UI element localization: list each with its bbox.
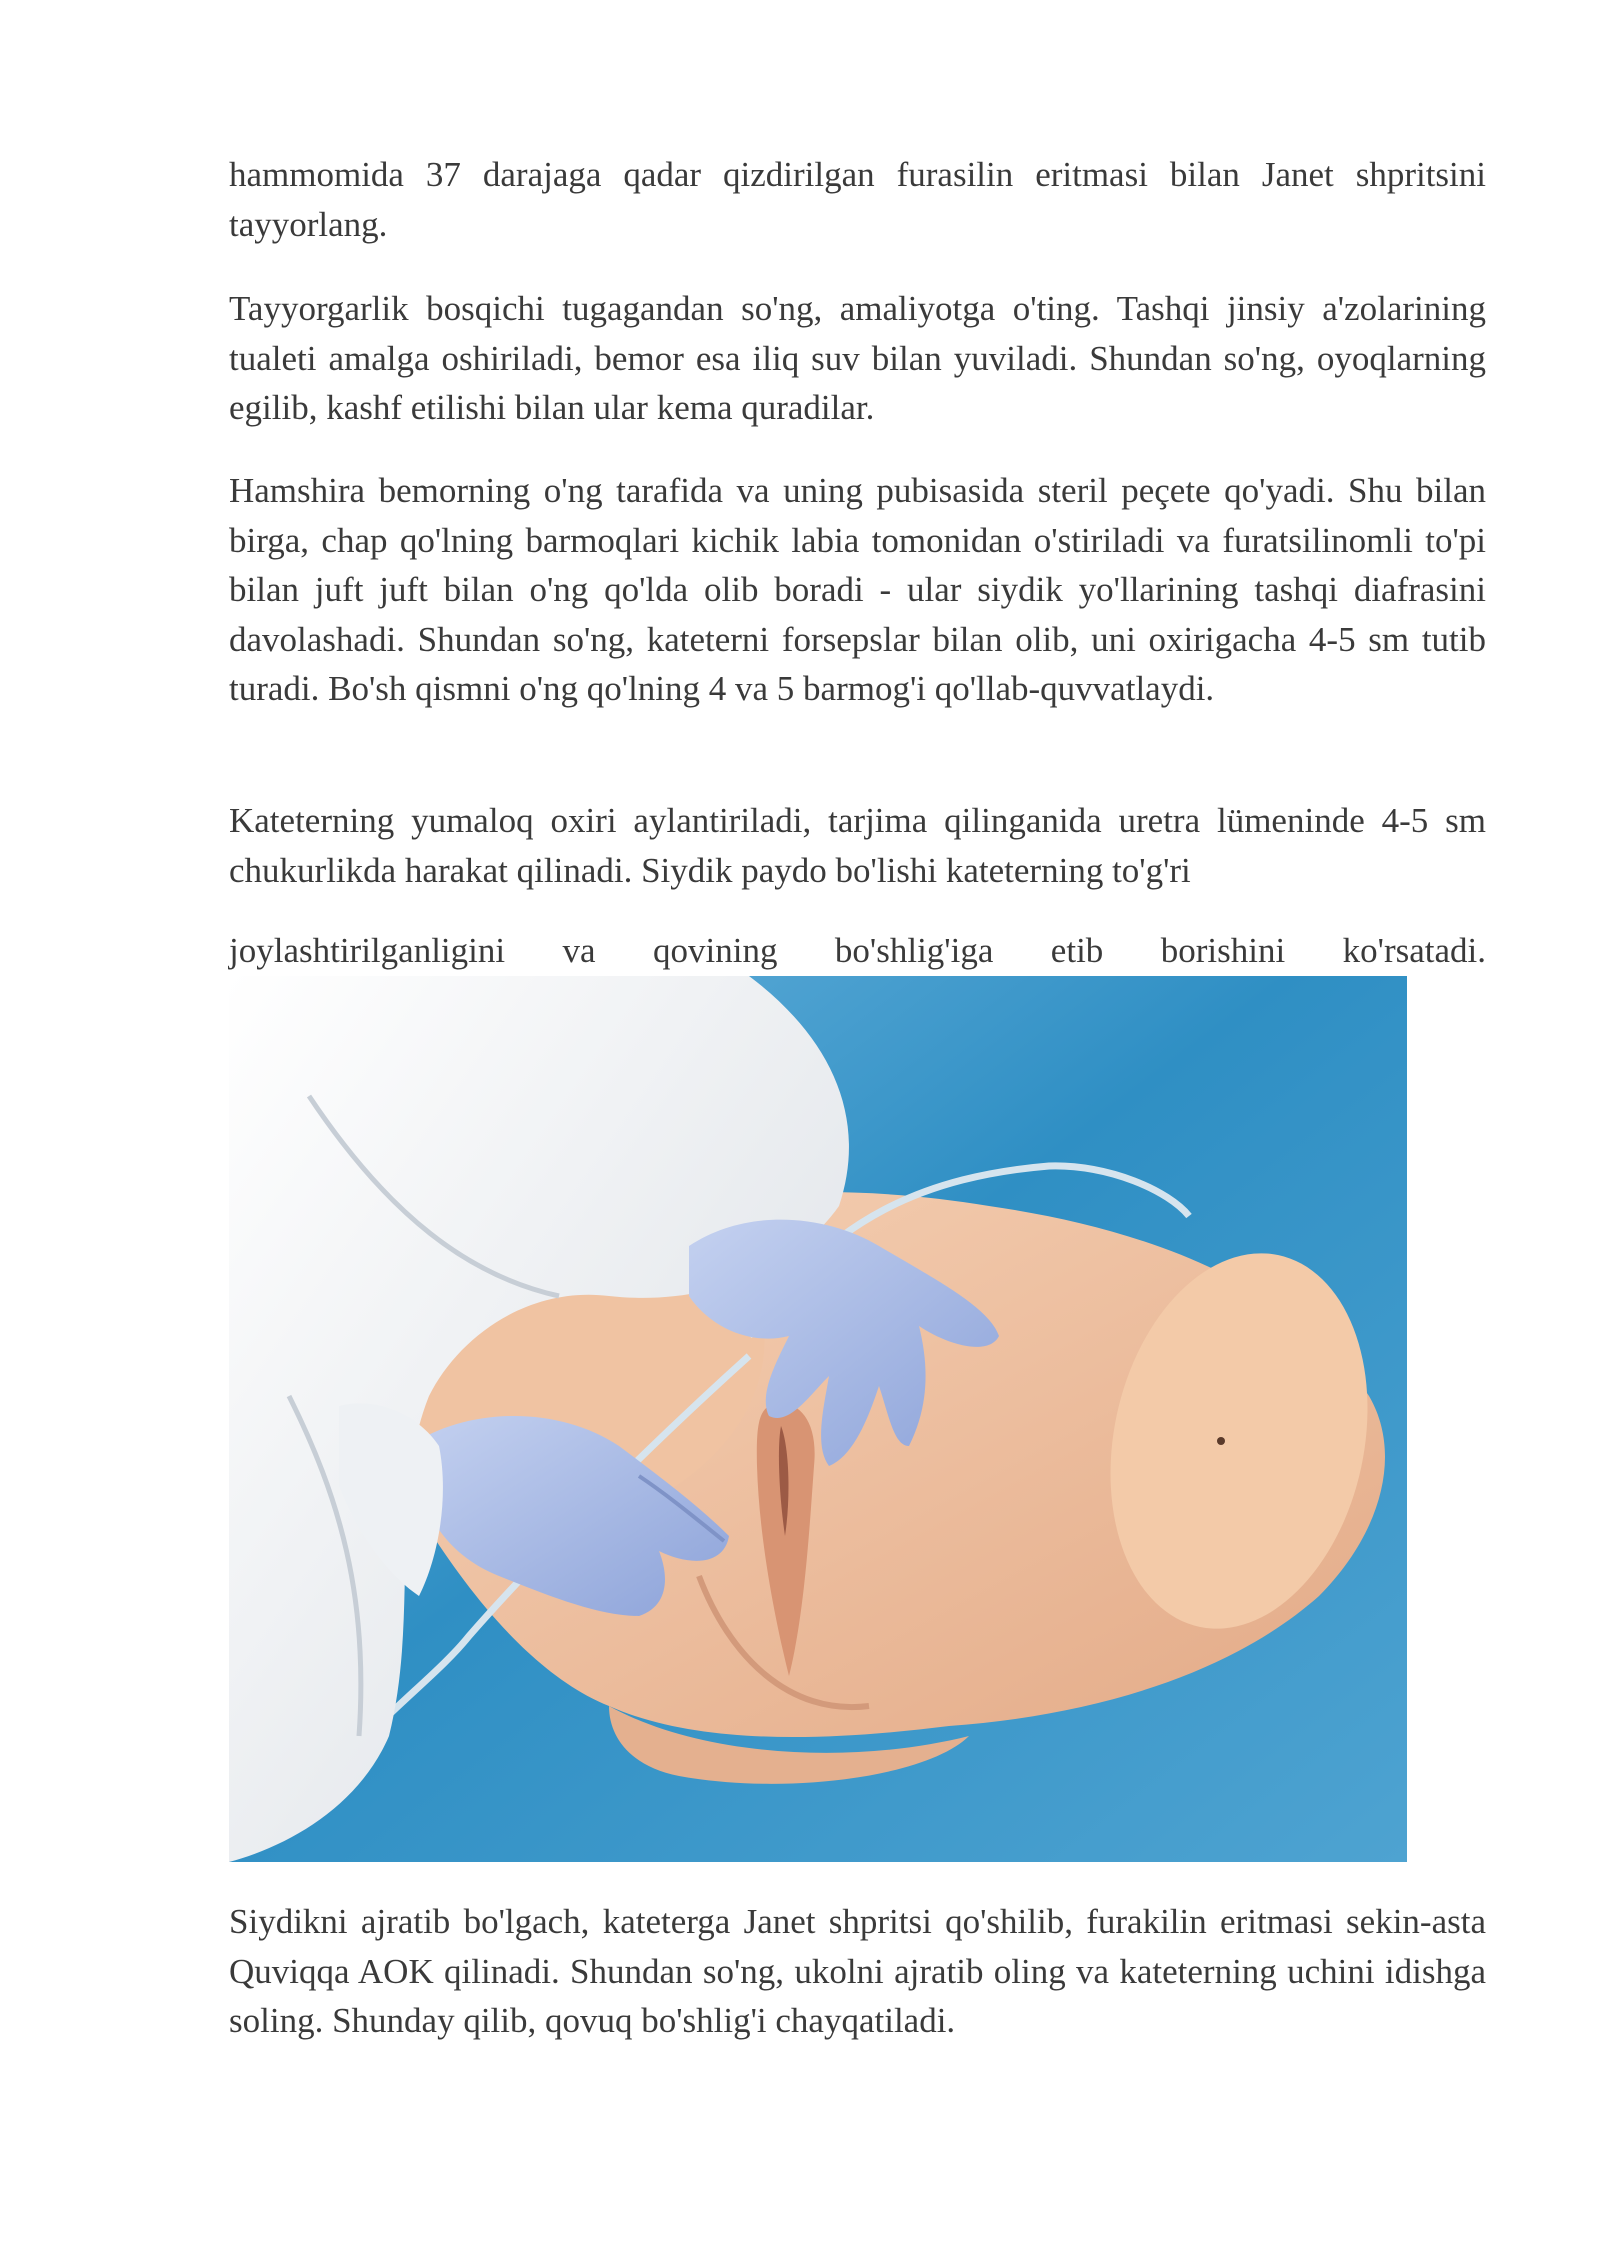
paragraph-3: Hamshira bemorning o'ng tarafida va uning pubisasida steril peçete qo'yadi. Shu bilan birga, chap qo'lning barmoqlari kichik labia tomonidan o'stiriladi va furatsilinomli to'pi bilan juft juft bilan o'ng qo'lda olib boradi - ular siydik yo'llarining tashqi diafrasini davolashadi. Shundan so'ng, kateterni forsepslar bilan olib, uni oxirigacha 4-5 sm tutib turadi. Bo'sh qismni o'ng qo'lning 4 va 5 barmog'i qo'llab-quvvatlaydi. bbox=[229, 471, 1486, 708]
paragraph-4-continuation: joylashtirilganligini va qovining bo'shlig'iga etib borishini ko'rsatadi. bbox=[229, 931, 1486, 970]
paragraph-1: hammomida 37 darajaga qadar qizdirilgan furasilin eritmasi bilan Janet shpritsini tayyorlang. bbox=[229, 155, 1486, 244]
paragraph-4: Kateterning yumaloq oxiri aylantiriladi, tarjima qilinganida uretra lümeninde 4-5 sm chukurlikda harakat qilinadi. Siydik paydo bo'lishi kateterning to'g'ri bbox=[229, 801, 1486, 890]
catheterization-photo bbox=[229, 976, 1407, 1862]
catheterization-illustration bbox=[229, 976, 1407, 1862]
paragraph-5: Siydikni ajratib bo'lgach, kateterga Janet shpritsi qo'shilib, furakilin eritmasi sekin-asta Quviqqa AOK qilinadi. Shundan so'ng, ukolni ajratib oling va kateterning uchini idishga soling. Shunday qilib, qovuq bo'shlig'i chayqatiladi. bbox=[229, 1902, 1486, 2040]
manikin-dot bbox=[1217, 1437, 1225, 1445]
paragraph-2: Tayyorgarlik bosqichi tugagandan so'ng, amaliyotga o'ting. Tashqi jinsiy a'zolarining tualeti amalga oshiriladi, bemor esa iliq suv bilan yuviladi. Shundan so'ng, oyoqlarning egilib, kashf etilishi bilan ular kema quradilar. bbox=[229, 289, 1486, 427]
